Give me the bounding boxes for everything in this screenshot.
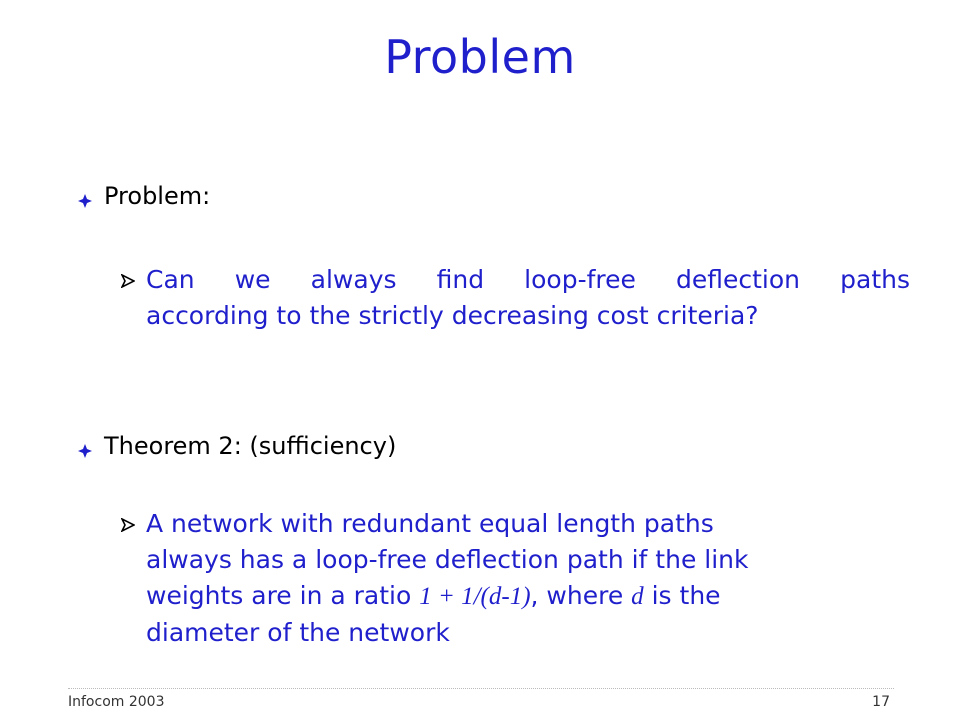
section-heading-problem: Problem:: [104, 182, 211, 210]
arrow-bullet-icon: [121, 273, 135, 292]
diameter-variable: d: [631, 583, 644, 610]
diamond-bullet-icon: [78, 444, 92, 462]
theorem-line-4: diameter of the network: [146, 618, 450, 647]
theorem-line-3-mid: , where: [530, 581, 632, 610]
theorem-statement: [146, 506, 866, 651]
problem-line-1: Can we always find loop-free deflection paths: [146, 265, 910, 294]
footer-divider: [68, 688, 894, 689]
arrow-bullet-icon: [121, 517, 135, 536]
theorem-line-3: [146, 578, 866, 615]
theorem-line-3-post: is the: [643, 581, 721, 610]
theorem-line-1: A network with redundant equal length paths: [146, 509, 714, 538]
slide-title: Problem: [384, 30, 576, 84]
footer-conference: Infocom 2003: [68, 694, 165, 710]
footer-page-number: 17: [872, 694, 890, 710]
diamond-bullet-icon: [78, 194, 92, 212]
theorem-line-2: always has a loop-free deflection path if the link: [146, 545, 749, 574]
theorem-line-3-pre: weights are in a ratio: [146, 581, 420, 610]
ratio-formula: 1 + 1/(d-1): [419, 583, 531, 610]
problem-line-2: according to the strictly decreasing cost criteria?: [146, 301, 759, 330]
problem-question: [146, 262, 910, 334]
section-heading-theorem: Theorem 2: (sufficiency): [104, 432, 397, 460]
